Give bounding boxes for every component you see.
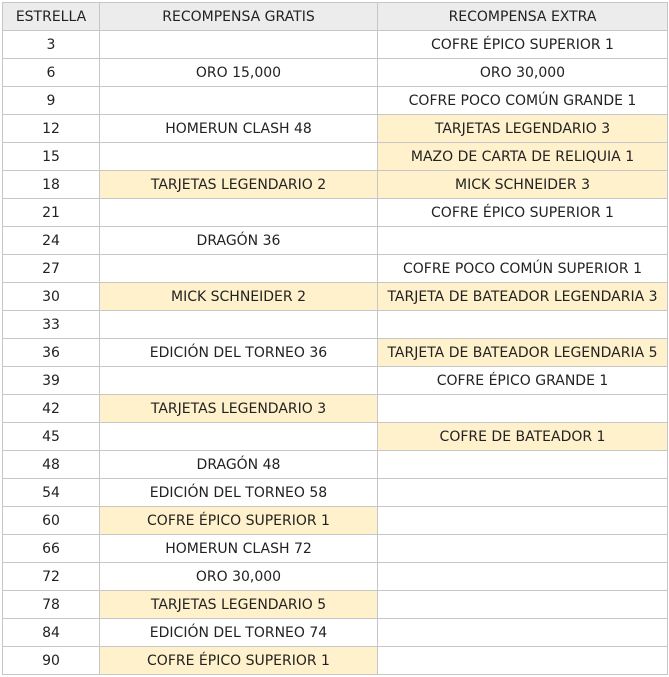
free-reward-cell: EDICIÓN DEL TORNEO 36 <box>100 339 378 367</box>
star-cell: 18 <box>3 171 100 199</box>
extra-reward-cell: TARJETA DE BATEADOR LEGENDARIA 3 <box>378 283 668 311</box>
table-header-row <box>3 3 668 31</box>
table-row <box>3 479 668 507</box>
extra-reward-cell: ORO 30,000 <box>378 59 668 87</box>
star-cell: 90 <box>3 647 100 675</box>
table-row <box>3 423 668 451</box>
free-reward-cell: DRAGÓN 48 <box>100 451 378 479</box>
free-reward-cell: ORO 30,000 <box>100 563 378 591</box>
star-cell: 36 <box>3 339 100 367</box>
free-reward-cell <box>100 31 378 59</box>
extra-reward-cell: COFRE ÉPICO SUPERIOR 1 <box>378 199 668 227</box>
star-cell: 9 <box>3 87 100 115</box>
extra-reward-cell <box>378 535 668 563</box>
star-cell: 84 <box>3 619 100 647</box>
free-reward-cell: HOMERUN CLASH 48 <box>100 115 378 143</box>
extra-reward-cell <box>378 311 668 339</box>
star-cell: 54 <box>3 479 100 507</box>
extra-reward-cell: MAZO DE CARTA DE RELIQUIA 1 <box>378 143 668 171</box>
star-cell: 27 <box>3 255 100 283</box>
free-reward-cell <box>100 255 378 283</box>
free-reward-cell: HOMERUN CLASH 72 <box>100 535 378 563</box>
extra-reward-cell: COFRE POCO COMÚN GRANDE 1 <box>378 87 668 115</box>
table-row <box>3 507 668 535</box>
free-reward-cell: DRAGÓN 36 <box>100 227 378 255</box>
extra-reward-cell <box>378 591 668 619</box>
table-row <box>3 87 668 115</box>
extra-reward-cell <box>378 451 668 479</box>
star-cell: 66 <box>3 535 100 563</box>
free-reward-cell <box>100 199 378 227</box>
table-row <box>3 451 668 479</box>
table-row <box>3 591 668 619</box>
star-cell: 21 <box>3 199 100 227</box>
star-cell: 30 <box>3 283 100 311</box>
extra-reward-cell <box>378 619 668 647</box>
table-row <box>3 31 668 59</box>
table-row <box>3 339 668 367</box>
free-reward-cell: TARJETAS LEGENDARIO 3 <box>100 395 378 423</box>
star-cell: 72 <box>3 563 100 591</box>
free-reward-cell: EDICIÓN DEL TORNEO 74 <box>100 619 378 647</box>
free-reward-cell: MICK SCHNEIDER 2 <box>100 283 378 311</box>
free-reward-cell: COFRE ÉPICO SUPERIOR 1 <box>100 507 378 535</box>
free-reward-cell: ORO 15,000 <box>100 59 378 87</box>
star-cell: 6 <box>3 59 100 87</box>
extra-reward-cell: MICK SCHNEIDER 3 <box>378 171 668 199</box>
extra-reward-cell: TARJETAS LEGENDARIO 3 <box>378 115 668 143</box>
star-cell: 24 <box>3 227 100 255</box>
table-row <box>3 143 668 171</box>
extra-reward-cell: COFRE POCO COMÚN SUPERIOR 1 <box>378 255 668 283</box>
star-cell: 33 <box>3 311 100 339</box>
table-row <box>3 171 668 199</box>
extra-reward-cell <box>378 563 668 591</box>
extra-reward-cell: TARJETA DE BATEADOR LEGENDARIA 5 <box>378 339 668 367</box>
extra-reward-cell: COFRE ÉPICO GRANDE 1 <box>378 367 668 395</box>
table-row <box>3 227 668 255</box>
table-row <box>3 59 668 87</box>
extra-reward-cell <box>378 507 668 535</box>
star-cell: 48 <box>3 451 100 479</box>
table-row <box>3 647 668 675</box>
free-reward-cell <box>100 367 378 395</box>
table-row <box>3 367 668 395</box>
star-cell: 60 <box>3 507 100 535</box>
free-reward-cell <box>100 143 378 171</box>
extra-reward-cell: COFRE DE BATEADOR 1 <box>378 423 668 451</box>
table-row <box>3 311 668 339</box>
table-row <box>3 199 668 227</box>
extra-reward-cell: COFRE ÉPICO SUPERIOR 1 <box>378 31 668 59</box>
free-reward-cell: EDICIÓN DEL TORNEO 58 <box>100 479 378 507</box>
header-free-reward: RECOMPENSA GRATIS <box>100 3 378 31</box>
table-row <box>3 115 668 143</box>
star-cell: 15 <box>3 143 100 171</box>
header-star: ESTRELLA <box>3 3 100 31</box>
table-row <box>3 619 668 647</box>
table-row <box>3 395 668 423</box>
extra-reward-cell <box>378 647 668 675</box>
extra-reward-cell <box>378 395 668 423</box>
rewards-table <box>2 2 668 675</box>
header-extra-reward: RECOMPENSA EXTRA <box>378 3 668 31</box>
star-cell: 42 <box>3 395 100 423</box>
table-row <box>3 535 668 563</box>
table-row <box>3 563 668 591</box>
star-cell: 78 <box>3 591 100 619</box>
star-cell: 3 <box>3 31 100 59</box>
free-reward-cell <box>100 311 378 339</box>
table-row <box>3 283 668 311</box>
extra-reward-cell <box>378 479 668 507</box>
free-reward-cell <box>100 423 378 451</box>
star-cell: 45 <box>3 423 100 451</box>
extra-reward-cell <box>378 227 668 255</box>
star-cell: 39 <box>3 367 100 395</box>
free-reward-cell: COFRE ÉPICO SUPERIOR 1 <box>100 647 378 675</box>
free-reward-cell <box>100 87 378 115</box>
star-cell: 12 <box>3 115 100 143</box>
free-reward-cell: TARJETAS LEGENDARIO 5 <box>100 591 378 619</box>
free-reward-cell: TARJETAS LEGENDARIO 2 <box>100 171 378 199</box>
table-row <box>3 255 668 283</box>
